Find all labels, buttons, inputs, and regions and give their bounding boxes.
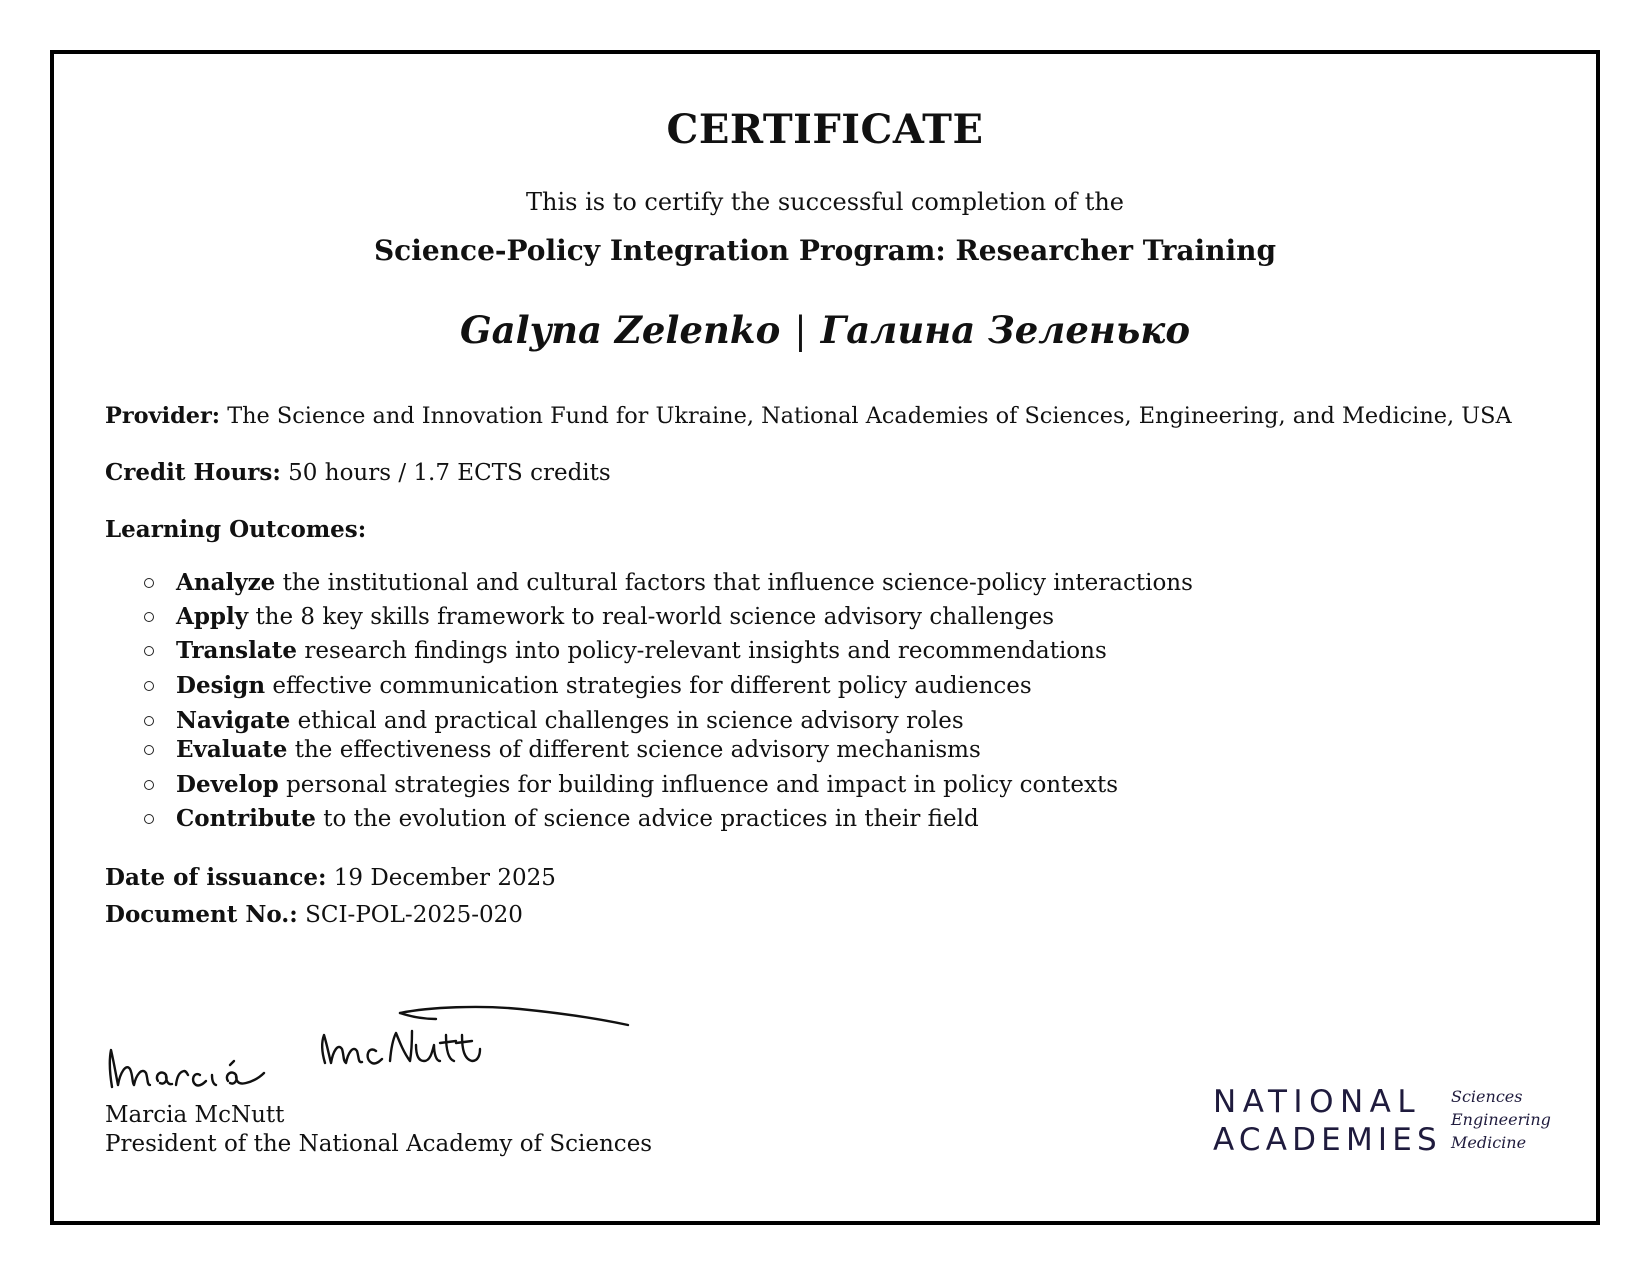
program-name: Science-Policy Integration Program: Researcher Training bbox=[373, 234, 1277, 267]
outcome-verb: Design bbox=[176, 672, 266, 699]
signatory-name: Marcia McNutt bbox=[105, 1102, 285, 1128]
outcome-text: to the evolution of science advice practices in their field bbox=[323, 806, 979, 832]
outcome-verb: Apply bbox=[176, 603, 249, 630]
learning-outcome-item bbox=[144, 567, 1193, 599]
date-of-issuance-field bbox=[105, 862, 556, 894]
outcome-verb: Analyze bbox=[176, 569, 276, 596]
credit-hours-value: 50 hours / 1.7 ECTS credits bbox=[288, 460, 611, 486]
circle-bullet-icon bbox=[144, 681, 154, 691]
outcome-text: research findings into policy-relevant insights and recommendations bbox=[304, 638, 1107, 664]
outcome-text: personal strategies for building influence and impact in policy contexts bbox=[286, 772, 1118, 798]
logo-side-sciences: Sciences bbox=[1451, 1087, 1523, 1106]
document-number-value: SCI-POL-2025-020 bbox=[305, 902, 523, 928]
outcome-verb: Translate bbox=[176, 637, 298, 664]
circle-bullet-icon bbox=[144, 745, 154, 755]
outcome-text: the effectiveness of different science advisory mechanisms bbox=[294, 737, 981, 763]
outcome-text: ethical and practical challenges in science advisory roles bbox=[297, 708, 964, 734]
recipient-name-cyrillic: Галина Зеленько bbox=[820, 308, 1190, 352]
circle-bullet-icon bbox=[144, 814, 154, 824]
logo-line-national: NATIONAL bbox=[1213, 1084, 1422, 1120]
provider-field bbox=[105, 400, 1512, 432]
credit-hours-field bbox=[105, 457, 611, 489]
circle-bullet-icon bbox=[144, 646, 154, 656]
circle-bullet-icon bbox=[144, 612, 154, 622]
logo-side-engineering: Engineering bbox=[1451, 1110, 1551, 1129]
learning-outcome-item bbox=[144, 670, 1032, 702]
learning-outcome-item bbox=[144, 734, 981, 766]
circle-bullet-icon bbox=[144, 716, 154, 726]
outcome-verb: Navigate bbox=[176, 707, 291, 734]
handwritten-signature bbox=[100, 1005, 640, 1100]
learning-outcome-item bbox=[144, 635, 1107, 667]
outcome-text: the institutional and cultural factors that influence science-policy interactions bbox=[282, 570, 1193, 596]
outcome-verb: Contribute bbox=[176, 805, 316, 832]
outcome-verb: Develop bbox=[176, 771, 279, 798]
learning-outcome-item bbox=[144, 705, 964, 737]
date-value: 19 December 2025 bbox=[333, 865, 556, 891]
logo-side-medicine: Medicine bbox=[1451, 1133, 1527, 1152]
document-number-label: Document No.: bbox=[105, 901, 298, 928]
certify-statement: This is to certify the successful completion of the bbox=[525, 188, 1125, 216]
outcome-verb: Evaluate bbox=[176, 736, 288, 763]
outcome-text: the 8 key skills framework to real-world science advisory challenges bbox=[255, 604, 1055, 630]
circle-bullet-icon bbox=[144, 780, 154, 790]
name-separator: | bbox=[794, 309, 807, 352]
document-number-field bbox=[105, 899, 523, 931]
national-academies-logo bbox=[1213, 1085, 1553, 1165]
date-label: Date of issuance: bbox=[105, 864, 327, 891]
outcome-text: effective communication strategies for different policy audiences bbox=[272, 673, 1032, 699]
recipient-name-latin: Galyna Zelenko bbox=[460, 308, 781, 352]
logo-line-academies: ACADEMIES bbox=[1213, 1122, 1442, 1158]
recipient-name bbox=[0, 305, 1650, 356]
circle-bullet-icon bbox=[144, 578, 154, 588]
learning-outcome-item bbox=[144, 601, 1054, 633]
signatory-title: President of the National Academy of Sciences bbox=[105, 1131, 653, 1157]
learning-outcome-item bbox=[144, 803, 979, 835]
certificate-title: CERTIFICATE bbox=[666, 106, 984, 153]
credit-hours-label: Credit Hours: bbox=[105, 459, 281, 486]
learning-outcomes-heading: Learning Outcomes: bbox=[105, 516, 367, 543]
provider-value: The Science and Innovation Fund for Ukraine, National Academies of Sciences, Engineering, and Medicine, USA bbox=[227, 403, 1512, 429]
learning-outcome-item bbox=[144, 769, 1118, 801]
provider-label: Provider: bbox=[105, 403, 221, 429]
